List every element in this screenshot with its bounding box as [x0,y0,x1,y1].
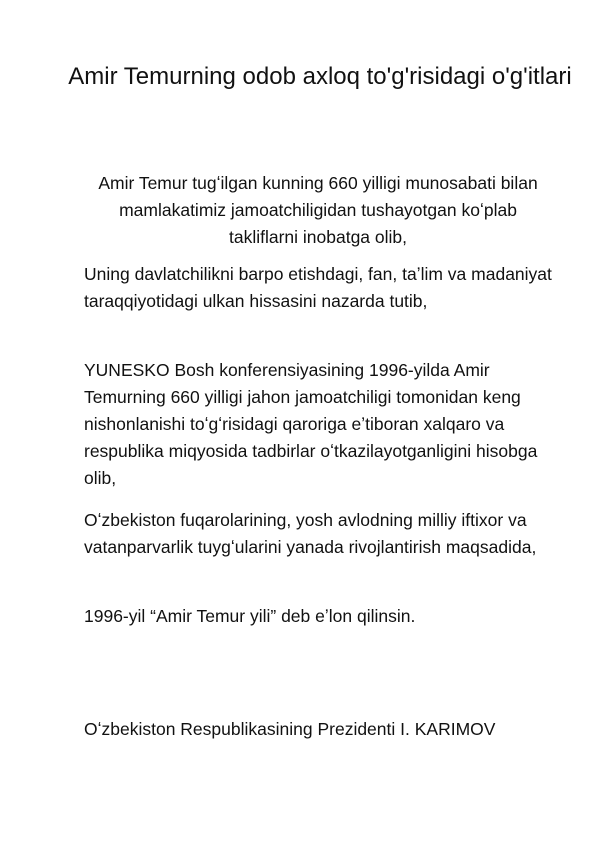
intro-paragraph: Amir Temur tugʻilgan kunning 660 yilligi munosabati bilan mamlakatimiz jamoatchiligidan tushayotgan koʻplab takliflarni inobatga olib, [98,173,538,247]
paragraph-unesco: YUNESKO Bosh konferensiyasining 1996-yilda Amir Temurning 660 yilligi jahon jamoatchiligi tomonidan keng nishonlanishi toʻgʻrisidagi qaroriga eʼtiboran xalqaro va respublika miqyosida tadbirlar oʻtkazilayotganligini hisobga olib, [84,360,538,488]
paragraph-declaration: 1996-yil “Amir Temur yili” deb eʼlon qilinsin. [84,606,416,626]
signature-line: Oʻzbekiston Respublikasining Prezidenti I. KARIMOV [84,719,496,739]
paragraph-citizens: Oʻzbekiston fuqarolarining, yosh avlodning milliy iftixor va vatanparvarlik tuygʻularini yanada rivojlantirish maqsadida, [84,510,537,557]
paragraph-contribution: Uning davlatchilikni barpo etishdagi, fan, taʼlim va madaniyat taraqqiyotidagi ulkan hissasini nazarda tutib, [84,264,552,311]
document-title: Amir Temurning odob axloq to'g'risidagi o'g'itlari [68,63,572,90]
